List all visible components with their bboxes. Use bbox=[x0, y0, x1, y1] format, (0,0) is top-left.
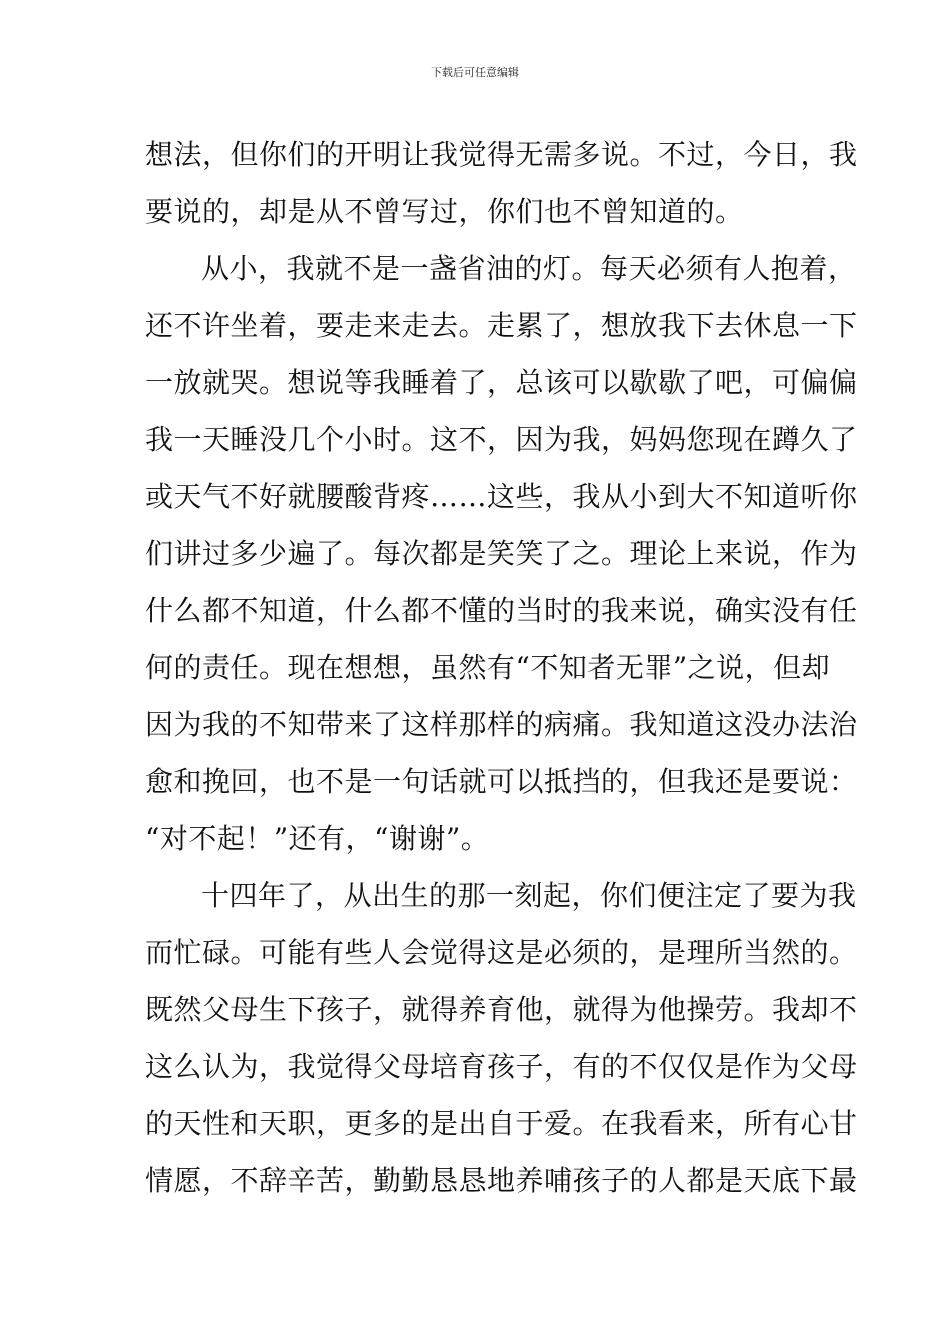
text-line: 这么认为，我觉得父母培育孩子，有的不仅仅是作为父母 bbox=[145, 1050, 858, 1083]
text-line: 还不许坐着，要走来走去。走累了，想放我下去休息一下 bbox=[145, 309, 858, 342]
text-line: 或天气不好就腰酸背疼……这些，我从小到大不知道听你 bbox=[145, 480, 858, 513]
text-line: 因为我的不知带来了这样那样的病痛。我知道这没办法治 bbox=[145, 708, 858, 741]
text-line: “对不起！”还有，“谢谢”。 bbox=[145, 822, 490, 855]
text-line: 十四年了，从出生的那一刻起，你们便注定了要为我 bbox=[201, 879, 857, 912]
text-line: 愈和挽回，也不是一句话就可以抵挡的，但我还是要说： bbox=[145, 765, 858, 798]
text-line: 从小，我就不是一盏省油的灯。每天必须有人抱着， bbox=[201, 252, 857, 285]
text-line: 何的责任。现在想想，虽然有“不知者无罪”之说，但却 bbox=[145, 651, 831, 684]
text-line: 一放就哭。想说等我睡着了，总该可以歇歇了吧，可偏偏 bbox=[145, 366, 858, 399]
text-line: 什么都不知道，什么都不懂的当时的我来说，确实没有任 bbox=[145, 594, 858, 627]
text-line: 要说的，却是从不曾写过，你们也不曾知道的。 bbox=[145, 195, 744, 228]
text-line: 情愿，不辞辛苦，勤勤恳恳地养哺孩子的人都是天底下最 bbox=[145, 1164, 858, 1197]
document-body bbox=[145, 126, 858, 1209]
text-line: 既然父母生下孩子，就得养育他，就得为他操劳。我却不 bbox=[145, 993, 858, 1026]
text-line: 而忙碌。可能有些人会觉得这是必须的，是理所当然的。 bbox=[145, 936, 858, 969]
text-line: 我一天睡没几个小时。这不，因为我，妈妈您现在蹲久了 bbox=[145, 423, 858, 456]
text-line: 的天性和天职，更多的是出自于爱。在我看来，所有心甘 bbox=[145, 1107, 858, 1140]
text-line: 们讲过多少遍了。每次都是笑笑了之。理论上来说，作为 bbox=[145, 537, 858, 570]
text-line: 想法，但你们的开明让我觉得无需多说。不过，今日，我 bbox=[145, 138, 858, 171]
page-header: 下载后可任意编辑 bbox=[431, 66, 519, 79]
